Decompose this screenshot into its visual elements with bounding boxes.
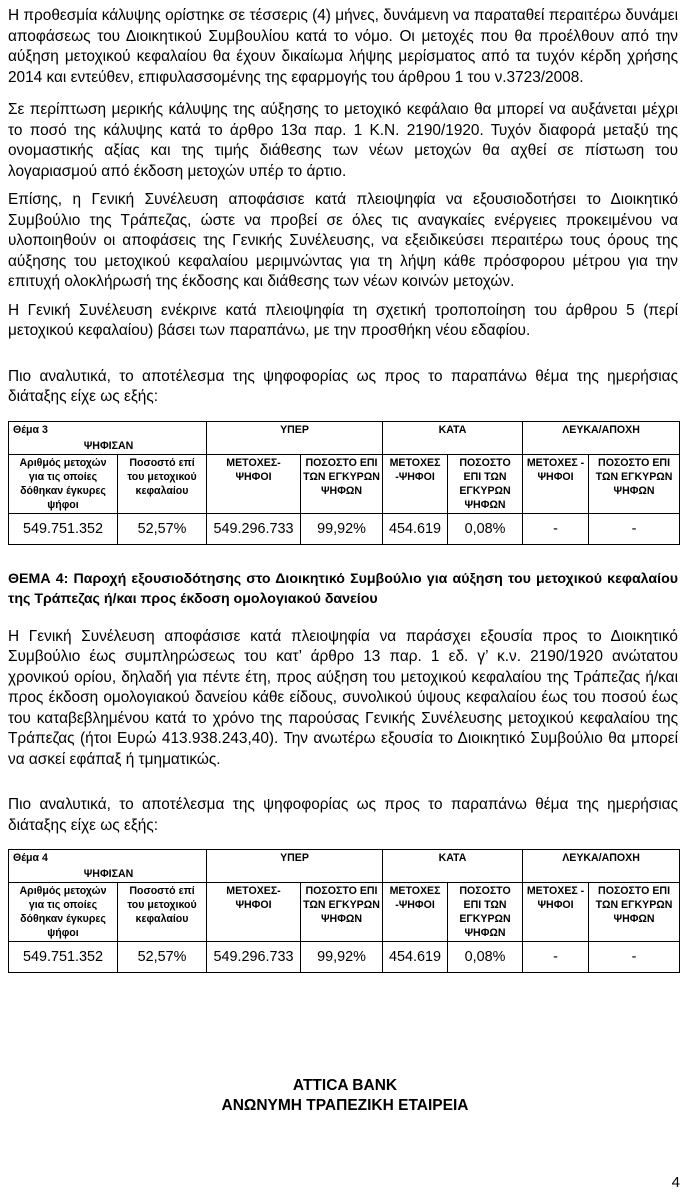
cell-against-pct: 0,08% (448, 942, 523, 973)
col-header-abstain-shares: ΜΕΤΟΧΕΣ - ΨΗΦΟΙ (523, 883, 589, 942)
company-type: ΑΝΩΝΥΜΗ ΤΡΑΠΕΖΙΚΗ ΕΤΑΙΡΕΙΑ (221, 1097, 469, 1114)
for-header: ΥΠΕΡ (207, 421, 383, 454)
cell-shares-valid: 549.751.352 (9, 513, 118, 544)
vote-results-table-topic-3 (8, 421, 680, 545)
cell-for-shares: 549.296.733 (207, 513, 301, 544)
page-number: 4 (671, 1174, 680, 1191)
table-row (9, 942, 680, 973)
topic-label: Θέμα 4 (13, 852, 48, 864)
cell-abstain-shares: - (523, 513, 589, 544)
col-header-against-pct: ΠΟΣΟΣΤΟ ΕΠΙ ΤΩΝ ΕΓΚΥΡΩΝ ΨΗΦΩΝ (448, 454, 523, 513)
paragraph-vote-intro-2: Πιο αναλυτικά, το αποτέλεσμα της ψηφοφορίας ως προς το παραπάνω θέμα της ημερήσιας διάταξης είχε ως εξής: (8, 796, 678, 834)
paragraph-board-authorization: Επίσης, η Γενική Συνέλευση αποφάσισε κατά πλειοψηφία να εξουσιοδοτήσει το Διοικητικό Συμβούλιο της Τράπεζας, ώστε να προβεί σε όλες τις αναγκαίες ενέργειες προκειμένου να υλοποιηθούν οι αποφάσεις της Γενικής Συνέλευσης, να εξειδικεύσει περαιτέρω τους όρους της αύξησης του μετοχικού κεφαλαίου μεριμνώντας για τη λήψη κάθε πρόσφορου μέτρου για την επιτυχή ολοκλήρωσή της έκδοσης και διάθεσης των νέων κοινών μετοχών. (8, 191, 678, 290)
col-header-for-shares: ΜΕΤΟΧΕΣ-ΨΗΦΟΙ (207, 454, 301, 513)
paragraph-partial-coverage: Σε περίπτωση μερικής κάλυψης της αύξησης το μετοχικό κεφάλαιο θα μπορεί να αυξάνεται μέχρι το ποσό της κάλυψης κατά το άρθρο 13α παρ. 1 Κ.Ν. 2190/1920. Τυχόν διαφορά μεταξύ της ονομαστικής αξίας και της τιμής διάθεσης των νέων μετοχών θα αχθεί σε πίστωση του λογαριασμού από έκδοση μετοχών υπέρ το άρτιο. (8, 101, 678, 180)
table-row (9, 513, 680, 544)
cell-abstain-shares: - (523, 942, 589, 973)
table-header-row (9, 850, 680, 883)
col-header-for-pct: ΠΟΣΟΣΤΟ ΕΠΙ ΤΩΝ ΕΓΚΥΡΩΝ ΨΗΦΩΝ (301, 883, 383, 942)
col-header-abstain-pct: ΠΟΣΟΣΤΟ ΕΠΙ ΤΩΝ ΕΓΚΥΡΩΝ ΨΗΦΩΝ (589, 454, 680, 513)
cell-for-shares: 549.296.733 (207, 942, 301, 973)
col-header-against-shares: ΜΕΤΟΧΕΣ -ΨΗΦΟΙ (383, 454, 448, 513)
document-page (8, 6, 678, 973)
paragraph-vote-intro: Πιο αναλυτικά, το αποτέλεσμα της ψηφοφορίας ως προς το παραπάνω θέμα της ημερήσιας διάταξης είχε ως εξής: (8, 367, 678, 405)
cell-pct-capital: 52,57% (118, 942, 207, 973)
abstain-header: ΛΕΥΚΑ/ΑΠΟΧΗ (523, 850, 680, 883)
cell-shares-valid: 549.751.352 (9, 942, 118, 973)
col-header-pct-capital: Ποσοστό επί του μετοχικού κεφαλαίου (118, 454, 207, 513)
col-header-abstain-shares: ΜΕΤΟΧΕΣ - ΨΗΦΟΙ (523, 454, 589, 513)
col-header-for-pct: ΠΟΣΟΣΤΟ ΕΠΙ ΤΩΝ ΕΓΚΥΡΩΝ ΨΗΦΩΝ (301, 454, 383, 513)
vote-results-table-topic-4 (8, 849, 680, 973)
col-header-abstain-pct: ΠΟΣΟΣΤΟ ΕΠΙ ΤΩΝ ΕΓΚΥΡΩΝ ΨΗΦΩΝ (589, 883, 680, 942)
col-header-against-shares: ΜΕΤΟΧΕΣ -ΨΗΦΟΙ (383, 883, 448, 942)
table-header-row (9, 421, 680, 454)
voted-label: ΨΗΦΙΣΑΝ (83, 868, 134, 880)
col-header-against-pct: ΠΟΣΟΣΤΟ ΕΠΙ ΤΩΝ ΕΓΚΥΡΩΝ ΨΗΦΩΝ (448, 883, 523, 942)
table-subheader-row (9, 454, 680, 513)
table-subheader-row (9, 883, 680, 942)
cell-for-pct: 99,92% (301, 942, 383, 973)
cell-pct-capital: 52,57% (118, 513, 207, 544)
col-header-for-shares: ΜΕΤΟΧΕΣ-ΨΗΦΟΙ (207, 883, 301, 942)
col-header-shares-valid: Αριθμός μετοχών για τις οποίες δόθηκαν έγκυρες ψήφοι (9, 454, 118, 513)
paragraph-article-amendment: Η Γενική Συνέλευση ενέκρινε κατά πλειοψηφία τη σχετική τροποποίηση του άρθρου 5 (περί μετοχικού κεφαλαίου) βάσει των παραπάνω, με την προσθήκη νέου εδαφίου. (8, 301, 678, 339)
against-header: ΚΑΤΑ (383, 421, 523, 454)
for-header: ΥΠΕΡ (207, 850, 383, 883)
section-heading-topic-4: ΘΕΜΑ 4: Παροχή εξουσιοδότησης στο Διοικητικό Συμβούλιο για αύξηση του μετοχικού κεφαλαίου της Τράπεζας ή/και προς έκδοση ομολογιακού δανείου (8, 570, 678, 607)
voted-label: ΨΗΦΙΣΑΝ (83, 439, 134, 452)
cell-against-pct: 0,08% (448, 513, 523, 544)
col-header-shares-valid: Αριθμός μετοχών για τις οποίες δόθηκαν έγκυρες ψήφοι (9, 883, 118, 942)
topic-cell (9, 421, 207, 454)
cell-for-pct: 99,92% (301, 513, 383, 544)
signature-block (0, 1076, 690, 1116)
cell-against-shares: 454.619 (383, 942, 448, 973)
paragraph-subscription-deadline: Η προθεσμία κάλυψης ορίστηκε σε τέσσερις (4) μήνες, δυνάμενη να παραταθεί περαιτέρω δυνάμει αποφάσεως του Διοικητικού Συμβουλίου κατά το νόμο. Οι μετοχές που θα προέλθουν από την αύξηση μετοχικού κεφαλαίου θα έχουν δικαίωμα λήψης μερίσματος από τα τυχόν κέρδη χρήσης 2014 και εντεύθεν, επιφυλασσομένης της εφαρμογής του άρθρου 1 του ν.3723/2008. (8, 7, 678, 86)
topic-cell (9, 850, 207, 883)
cell-abstain-pct: - (589, 513, 680, 544)
against-header: ΚΑΤΑ (383, 850, 523, 883)
cell-against-shares: 454.619 (383, 513, 448, 544)
company-name: ATTICA BANK (292, 1077, 398, 1094)
abstain-header: ΛΕΥΚΑ/ΑΠΟΧΗ (523, 421, 680, 454)
topic-label: Θέμα 3 (13, 423, 48, 436)
cell-abstain-pct: - (589, 942, 680, 973)
col-header-pct-capital: Ποσοστό επί του μετοχικού κεφαλαίου (118, 883, 207, 942)
paragraph-capital-increase-authority: Η Γενική Συνέλευση αποφάσισε κατά πλειοψηφία να παράσχει εξουσία προς το Διοικητικό Συμβούλιο έως συμπληρώσεως του κατ’ άρθρο 13 παρ. 1 εδ. γ’ κ.ν. 2190/1920 ανώτατου χρονικού ορίου, δηλαδή για πέντε έτη, προς αύξηση του μετοχικού κεφαλαίου της Τράπεζας ή/και προς έκδοση ομολογιακού δανείου κάθε είδους, συνολικού ύψους κεφαλαίου έως του ποσού έως του καταβεβλημένου κατά το χρόνο της παρούσας Γενικής Συνέλευσης μετοχικού κεφαλαίου της Τράπεζας (ήτοι Ευρώ 413.938.243,40). Την ανωτέρω εξουσία το Διοικητικό Συμβούλιο θα μπορεί να ασκεί εφάπαξ ή τμηματικώς. (8, 627, 678, 768)
